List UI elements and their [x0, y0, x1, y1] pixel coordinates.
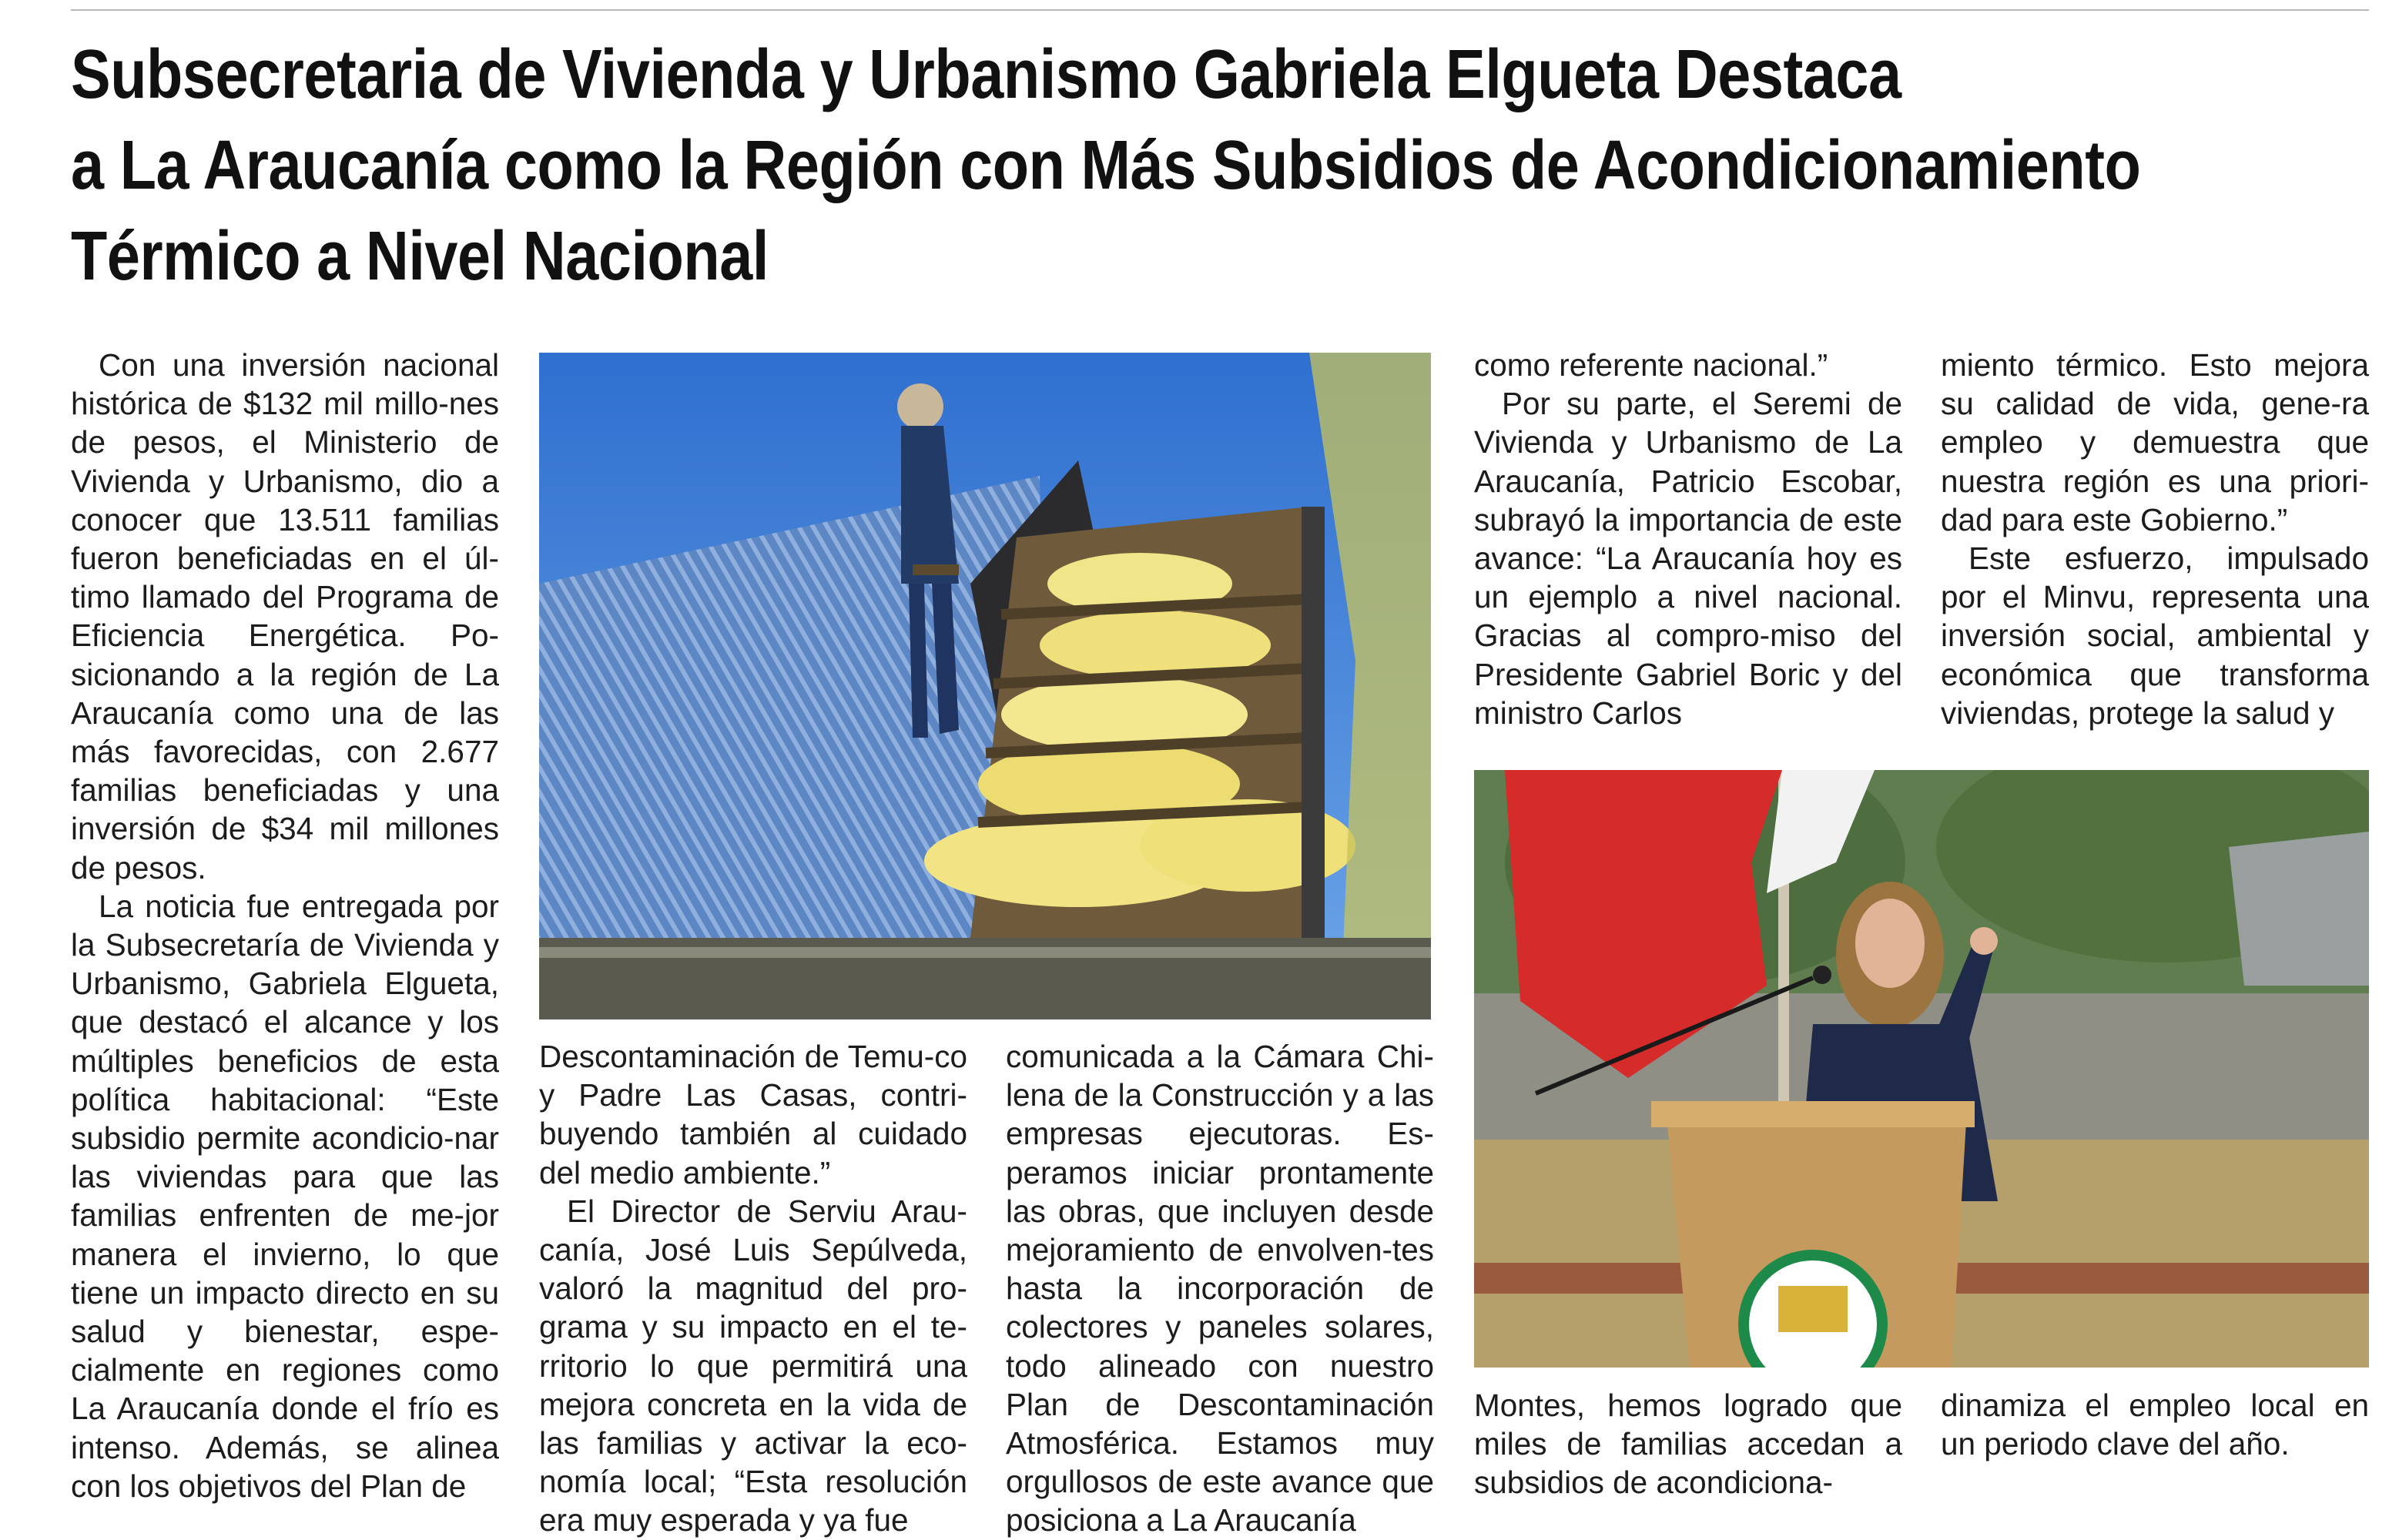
- col5-paragraph-1: miento térmico. Esto mejora su calidad de vida, gene-ra empleo y demuestra que nuestra región es una priori-dad para este Gobierno.”: [1941, 347, 2369, 537]
- col3-paragraph-1: comunicada a la Cámara Chi-lena de la Construcción y a las empresas ejecutoras. Es-peramos iniciar prontamente las obras, que incluyen desde mejoramiento de envolven-tes hasta la incorporación de colectores y paneles solares, todo alineado con nuestro Plan de Descontaminación Atmosférica. Estamos muy orgullosos de este avance que posiciona a La Araucanía: [1006, 1039, 1434, 1538]
- col1-paragraph-2: La noticia fue entregada por la Subsecretaría de Vivienda y Urbanismo, Gabriela Elgueta, que destacó el alcance y los múltiples beneficios de esta política habitacional: “Este subsidio permite acondicio-nar las viviendas para que las familias enfrenten de me-jor manera el invierno, lo que tiene un impacto directo en su salud y bienestar, espe-cialmente en regiones como La Araucanía donde el frío es intenso. Además, se alinea con los objetivos del Plan de: [71, 888, 499, 1504]
- headline-line-1: Subsecretaria de Vivienda y Urbanismo Gabriela Elgueta Destaca: [71, 36, 1901, 113]
- col4-paragraph-2: Por su parte, el Seremi de Vivienda y Urbanismo de La Araucanía, Patricio Escobar, subrayó la importancia de este avance: “La Araucanía hoy es un ejemplo a nivel nacional. Gracias al compro-miso del Presidente Gabriel Boric y del ministro Carlos: [1474, 386, 1902, 731]
- column-4-bottom: [1474, 1386, 1902, 1502]
- col4-bottom-paragraph: Montes, hemos logrado que miles de familias accedan a subsidios de acondiciona-: [1474, 1388, 1902, 1501]
- col4-paragraph-1: como referente nacional.”: [1474, 347, 1828, 383]
- headline-line-2: a La Araucanía como la Región con Más Subsidios de Acondicionamiento: [71, 127, 2141, 204]
- col2-paragraph-1: Descontaminación de Temu-co y Padre Las Casas, contri-buyendo también al cuidado del medio ambiente.”: [539, 1039, 967, 1190]
- top-rule: [71, 9, 2369, 11]
- column-3: [1006, 1037, 1434, 1540]
- column-1: [71, 346, 499, 1505]
- roof-insulation-photo: [539, 353, 1431, 1019]
- speaker-podium-photo: [1474, 770, 2369, 1368]
- col1-paragraph-1: Con una inversión nacional histórica de $132 mil millo-nes de pesos, el Ministerio de Vivienda y Urbanismo, dio a conocer que 13.511 familias fueron beneficiadas en el úl-timo llamado del Programa de Eficiencia Energética. Po-sicionando a la región de La Araucanía como una de las más favorecidas, con 2.677 familias beneficiadas y una inversión de $34 mil millones de pesos.: [71, 347, 499, 886]
- headline: [71, 29, 2350, 302]
- column-5-top: [1941, 346, 2369, 732]
- headline-line-3: Térmico a Nivel Nacional: [71, 218, 769, 295]
- column-2: [539, 1037, 967, 1540]
- column-4-top: [1474, 346, 1902, 732]
- col5-bottom-paragraph: dinamiza el empleo local en un periodo clave del año.: [1941, 1388, 2369, 1462]
- col2-paragraph-2: El Director de Serviu Arau-canía, José Luis Sepúlveda, valoró la magnitud del pro-grama y su impacto en el te-rritorio lo que permitirá una mejora concreta en la vida de las familias y activar la eco-nomía local; “Esta resolución era muy esperada y ya fue: [539, 1193, 967, 1538]
- col5-paragraph-2: Este esfuerzo, impulsado por el Minvu, representa una inversión social, ambiental y económica que transforma viviendas, protege la salud y: [1941, 541, 2369, 731]
- column-5-bottom: [1941, 1386, 2369, 1463]
